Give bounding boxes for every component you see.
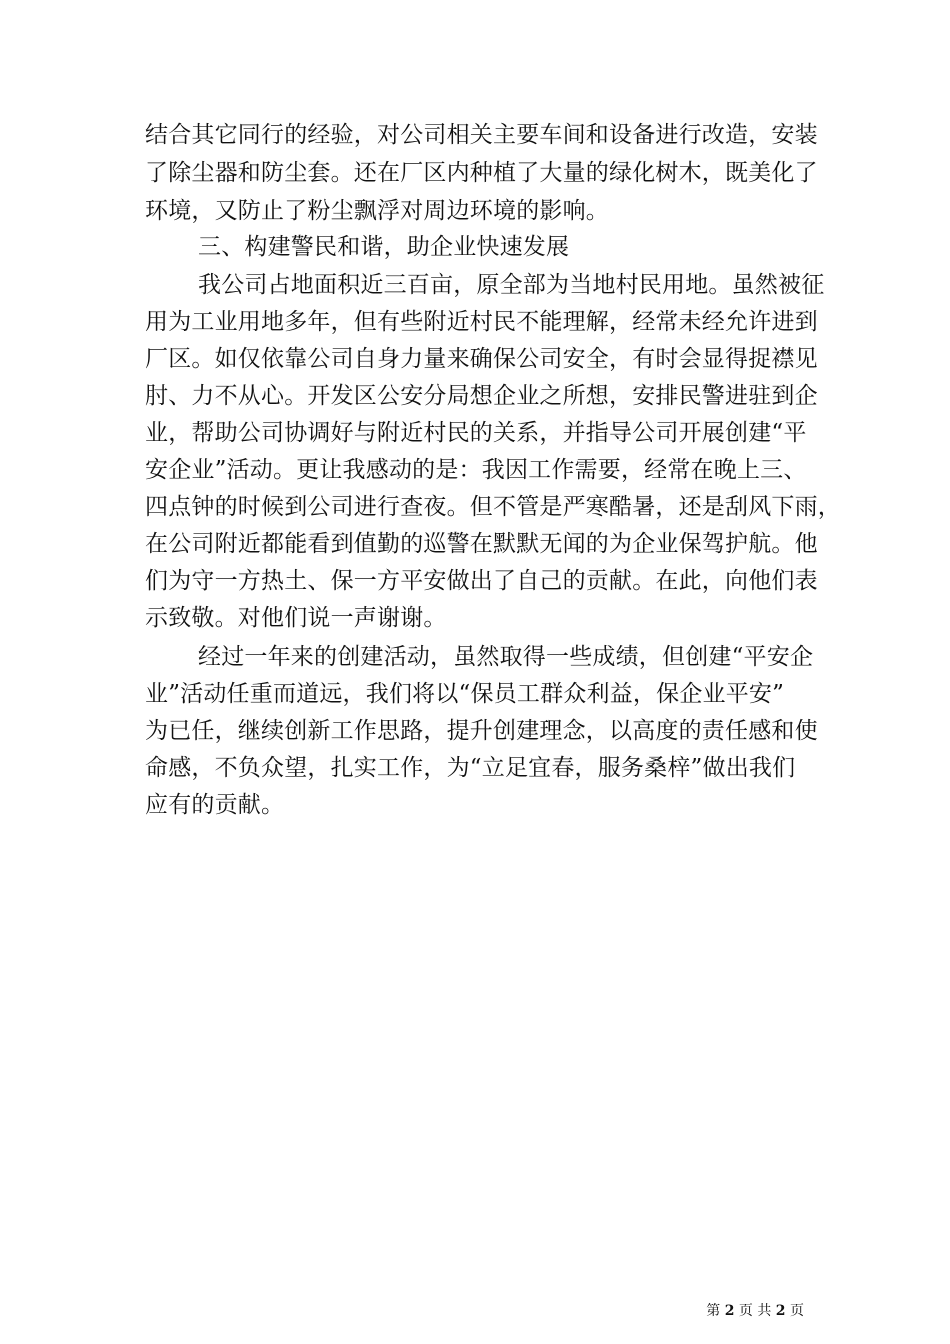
paragraph-2-line-6: 安企业”活动。更让我感动的是：我因工作需要，经常在晚上三、 [145, 457, 807, 483]
paragraph-1-line-3: 环境，又防止了粉尘飘浮对周边环境的影响。 [145, 198, 609, 224]
paragraph-3-line-5: 应有的贡献。 [145, 792, 285, 818]
paragraph-2-line-1: 我公司占地面积近三百亩，原全部为当地村民用地。虽然被征 [198, 272, 825, 298]
paragraph-2-line-4: 肘、力不从心。开发区公安分局想企业之所想，安排民警进驻到企 [145, 383, 818, 409]
paragraph-3-line-4: 命感，不负众望，扎实工作，为“立足宜春，服务桑梓”做出我们 [145, 755, 796, 781]
paragraph-2-line-2: 用为工业用地多年，但有些附近村民不能理解，经常未经允许进到 [145, 309, 818, 335]
paragraph-2-line-8: 在公司附近都能看到值勤的巡警在默默无闻的为企业保驾护航。他 [145, 531, 818, 557]
paragraph-1-line-2: 了除尘器和防尘套。还在厂区内种植了大量的绿化树木，既美化了 [145, 160, 818, 186]
paragraph-1-line-1: 结合其它同行的经验，对公司相关主要车间和设备进行改造，安装 [145, 122, 818, 148]
section-heading: 三、构建警民和谐，助企业快速发展 [198, 234, 570, 260]
page-footer [706, 1302, 804, 1320]
paragraph-3-line-1: 经过一年来的创建活动，虽然取得一些成绩，但创建“平安企 [198, 644, 814, 670]
paragraph-2-line-5: 业，帮助公司协调好与附近村民的关系，并指导公司开展创建“平 [145, 420, 807, 446]
paragraph-3-line-2: 业”活动任重而道远，我们将以“保员工群众利益，保企业平安” [145, 681, 785, 707]
paragraph-2-line-10: 示致敬。对他们说一声谢谢。 [145, 605, 447, 631]
footer-total-pages: 2 [775, 1303, 786, 1319]
footer-page-number: 2 [724, 1303, 735, 1319]
paragraph-3-line-3: 为已任，继续创新工作思路，提升创建理念，以高度的责任感和使 [145, 718, 818, 744]
paragraph-2-line-9: 们为守一方热土、保一方平安做出了自己的贡献。在此，向他们表 [145, 568, 818, 594]
footer-middle: 页 共 [738, 1303, 772, 1319]
paragraph-2-line-3: 厂区。如仅依靠公司自身力量来确保公司安全，有时会显得捉襟见 [145, 346, 818, 372]
paragraph-2-line-7: 四点钟的时候到公司进行查夜。但不管是严寒酷暑，还是刮风下雨， [145, 494, 841, 520]
footer-suffix: 页 [790, 1303, 804, 1319]
footer-prefix: 第 [706, 1303, 721, 1319]
